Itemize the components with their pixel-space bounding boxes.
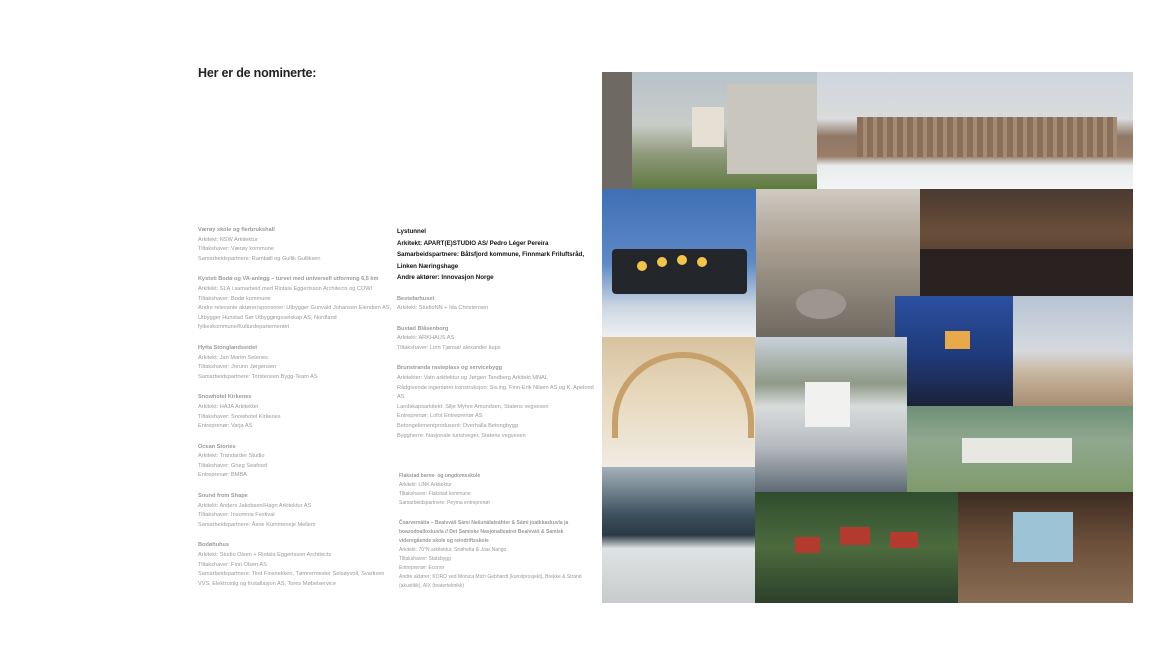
nominee-detail: Samarbeidspartnere: Båtsfjord kommune, Finnmark Friluftsråd, Linken Næringshage xyxy=(397,251,585,270)
nominee-detail: Samarbeidspartnere: Tind Finsnekkeri, Tømrermester Selsøyvoll, Svartisen VVS, Elektrostig og Installasjon AS, Tores Møbelservice xyxy=(198,571,385,587)
nominee-title: Kyststi Bodø og VA-anlegg – turvei med universell utforming 6,5 km xyxy=(198,276,379,283)
nominee-entry xyxy=(397,325,597,354)
nominee-entry xyxy=(198,275,394,333)
photo-concrete-pavilion-green xyxy=(907,406,1133,492)
photo-dark-building-dusk xyxy=(602,189,756,337)
nominee-detail: Entreprenør: Econor xyxy=(399,565,445,571)
nominee-detail: Arkitekt: Anders Jakobsen/Hagn Arkitektur AS xyxy=(198,502,312,509)
nominee-detail: Arkitekt: ARKHAUS AS xyxy=(397,335,455,342)
photo-white-house-waterfront xyxy=(755,337,907,492)
nominee-entry xyxy=(198,492,394,530)
nominee-title: Sound from Shape xyxy=(198,493,248,500)
nominee-title: Ocean Stories xyxy=(198,443,236,450)
nominee-list-middle xyxy=(397,226,597,452)
nominee-detail: Byggherre: Nasjonale turistveger, Statens vegvesen xyxy=(397,432,526,439)
photo-collage xyxy=(602,72,1133,603)
nominee-detail: Landskapsarkitekt: Silje Myhre Amundsen, Statens vegvesen xyxy=(397,403,549,410)
nominee-detail: Tiltakshaver: Flakstad kommune xyxy=(399,491,471,497)
nominee-detail: Arkitekt: HAJA Arkitekter xyxy=(198,403,259,410)
nominee-detail: Tiltakshaver: Snowhotel Kirkenes xyxy=(198,413,281,420)
nominee-entry xyxy=(399,472,589,508)
nominee-title: Lystunnel xyxy=(397,228,426,235)
nominee-entry xyxy=(198,443,394,481)
photo-a-frame-interior xyxy=(958,492,1133,603)
nominee-detail: Entreprenør: Varja AS xyxy=(198,423,253,430)
nominee-detail: Arkitekt: LINK Arkitektur xyxy=(399,482,452,488)
photo-wooden-house-garden xyxy=(602,72,817,189)
nominee-detail: Arkitekt: Trandarder Studio xyxy=(198,453,265,460)
page-heading: Her er de nominerte: xyxy=(198,66,317,80)
nominee-entry xyxy=(198,541,394,589)
photo-cabin-at-night xyxy=(895,296,1013,406)
nominee-detail: Tiltakshaver: Grieg Seafood xyxy=(198,462,268,469)
nominee-detail: Tiltakshaver: Statsbygg xyxy=(399,556,451,562)
nominee-entry xyxy=(397,364,597,441)
nominee-detail: Arkitekt: Studio Olsen + Rintala Eggertsson Architects xyxy=(198,552,332,559)
nominee-detail: Arkitekt: 70°N arkitektur, Snøhetta & Joar Nango xyxy=(399,547,507,553)
nominee-detail: Arkitekt: NSW Arkitektur xyxy=(198,236,258,243)
nominee-title: Bustad Blåsenborg xyxy=(397,325,449,332)
nominee-detail: Andre aktører: Innovasjon Norge xyxy=(397,274,494,281)
nominee-title: Flakstad barne- og ungdomsskole xyxy=(399,473,481,479)
photo-fjord-viewpoint xyxy=(602,467,755,603)
nominee-title: Hytta Stonglandseidet xyxy=(198,344,258,351)
nominee-title: Snowhotel Kirkenes xyxy=(198,394,252,401)
nominee-detail: Andre relevante aktører/sponsorer: Utbygger Gunvald Johansen Eiendom AS, Utbygger Hunstad Sør Utbyggingsselskap AS, Nordland fylkeskommune/Kulturdepartementet xyxy=(198,305,392,331)
nominee-list-left xyxy=(198,226,394,600)
photo-red-cabins-coast xyxy=(755,492,958,603)
photo-crowd-at-night xyxy=(920,189,1133,296)
nominee-title: Brunstranda rasteplass og servicebygg xyxy=(397,365,503,372)
nominee-entry xyxy=(198,226,394,264)
photo-school-in-snow xyxy=(817,72,1133,189)
nominee-detail: Samarbeidspartnere: Peyma entreprenør xyxy=(399,500,491,506)
nominee-entry xyxy=(198,393,394,431)
nominee-title: Bestefarhuset xyxy=(397,295,435,302)
nominee-detail: Tiltakshaver: Linn Tjønsø/ alexander kups xyxy=(397,344,501,351)
nominee-detail: Arkitekt: StudioNN + Ida Christensen xyxy=(397,305,489,312)
nominee-list-bottom xyxy=(399,472,589,602)
nominee-title: Čoarvemátta – Beaivváš Sámi Našunálateáhter & Sámi joatkkaskuvla ja boazodoalloskuvla // Det Samiske Nasjonalteatret Beaivváš & Samisk videregående skole og reindriftsskole xyxy=(399,520,569,544)
nominee-detail: Arkitekt: APART(E)STUDIO AS/ Pedro Léger Pereira xyxy=(397,239,549,247)
nominee-detail: Entreprenør: BMBA xyxy=(198,472,247,479)
nominee-detail: Tiltakshaver: Jorunn Jørgensen xyxy=(198,364,277,371)
nominee-detail: Tiltakshaver: Insomnia Festival xyxy=(198,512,275,519)
photo-curved-timber-interior xyxy=(602,337,755,467)
nominee-detail: Samarbeidspartnere: Torstensen Bygg-Team AS xyxy=(198,373,318,380)
nominee-detail: Tiltakshaver: Værøy kommune xyxy=(198,246,274,253)
nominee-title: Bodøhuhus xyxy=(198,542,230,549)
nominee-detail: Entreprenør: Lofot Entreprenør AS xyxy=(397,413,483,420)
nominee-detail: Samarbeidspartnere: Rambøll og Gullik Gulliksen xyxy=(198,255,321,262)
photo-hut-mountains xyxy=(1013,296,1133,406)
nominee-detail: Betongelementprodusent: Overhalla Betongbygg xyxy=(397,423,518,430)
nominee-entry xyxy=(399,519,589,591)
nominee-detail: Arkitekt: Jan Martin Setenes xyxy=(198,354,268,361)
nominee-detail: Andre aktører: KORO ved Monica Mich Gebhardt (kunstprosjekt), Brekke & Strand (akustikk), AIX (teaterteknikk) xyxy=(399,574,582,589)
nominee-title: Værøy skole og flerbrukshall xyxy=(198,227,275,233)
nominee-detail: Arkitekt: SLA i samarbeid med Rintala Eggertsson Architects og COWI xyxy=(198,285,373,292)
nominee-entry xyxy=(397,295,597,314)
nominee-detail: Arkitekter: Vatn arkitektur og Jørgen Tandberg Arkitekt MNAL xyxy=(397,375,548,382)
nominee-entry xyxy=(198,344,394,382)
nominee-detail: Rådgivende ingeniører konstruksjon: Siv.ing. Finn-Erik Nilsen AS og K. Apelond AS xyxy=(397,384,594,401)
nominee-detail: Tiltakshaver: Finn Olsen AS xyxy=(198,561,267,568)
highlighted-nominee xyxy=(397,226,597,284)
nominee-detail: Samarbeidspartnere: Åsne Kummeneje Mellem xyxy=(198,521,316,528)
nominee-detail: Tiltakshaver: Bodø kommune xyxy=(198,295,271,302)
